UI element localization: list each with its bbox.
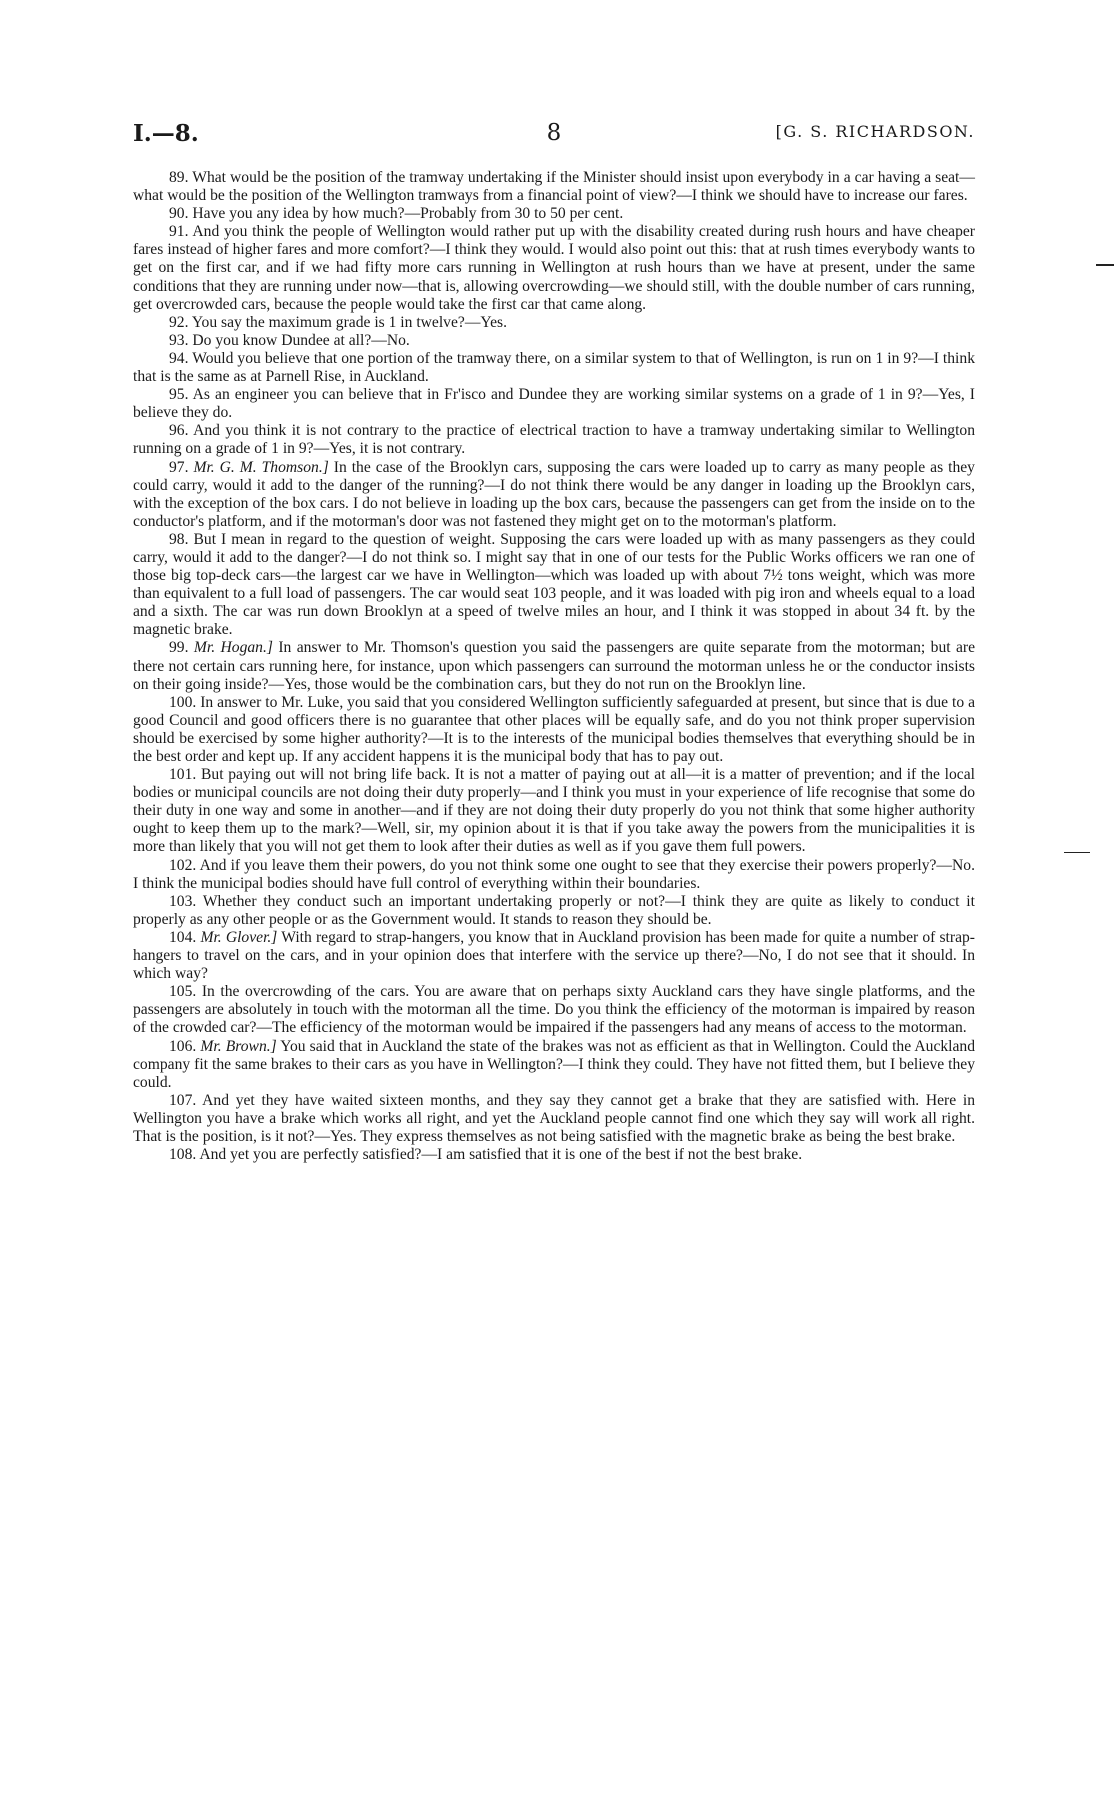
paragraph-text: Have you any idea by how much?—Probably from 30 to 50 per cent. (192, 205, 624, 223)
question-number: 100. (169, 693, 197, 711)
question-paragraph (133, 639, 975, 693)
paragraph-text: Do you know Dundee at all?—No. (192, 331, 410, 349)
question-number: 104. (169, 928, 197, 946)
question-number: 101. (169, 766, 197, 784)
paragraph-text: What would be the position of the tramway undertaking if the Minister should insist upon everybody in a car having a seat—what would be the position of the Wellington tramways from a financial point of view?—I think we should have to increase our fares. (133, 169, 975, 205)
question-number: 98. (169, 530, 189, 548)
question-paragraph (133, 929, 975, 983)
question-paragraph (133, 1038, 975, 1092)
question-number: 103. (169, 892, 197, 910)
paragraph-text: In the overcrowding of the cars. You are aware that on perhaps sixty Auckland cars they have single platforms, and the passengers are absolutely in touch with the motorman all the time. Do you think the efficiency of the motorman is impaired by reason of the crowded car?—The efficiency of the motorman would be impaired if the passengers had any means of access to the motorman. (133, 983, 975, 1037)
question-paragraph (133, 893, 975, 929)
witness-name: [G. S. RICHARDSON. (775, 122, 975, 141)
paragraph-text: You say the maximum grade is 1 in twelve?—Yes. (191, 313, 508, 331)
page-header (133, 120, 975, 150)
paragraph-text: In answer to Mr. Luke, you said that you considered Wellington sufficiently safeguarded at present, but since that is due to a good Council and good officers there is no guarantee that other places will be equally safe, and do you not think proper supervision should be exercised by some higher authority?—It is to the interests of the municipal bodies themselves that everything should be in the best order and kept up. If any accident happens it is the municipal body that has to pay out. (133, 693, 975, 765)
speaker-name: Mr. G. M. Thomson.] (193, 458, 329, 476)
question-paragraph (133, 350, 975, 386)
question-paragraph (133, 459, 975, 531)
question-number: 93. (169, 331, 189, 349)
paragraph-text: In answer to Mr. Thomson's question you said the passengers are quite separate from the motorman; but are there not certain cars running here, for instance, upon which passengers can surround the motorman unless he or the conductor insists on their going inside?—Yes, those would be the combination cars, but they do not run on the Brooklyn line. (133, 639, 976, 693)
question-number: 99. (169, 639, 189, 657)
question-paragraph (133, 332, 975, 350)
question-paragraph (133, 169, 975, 205)
question-paragraph (133, 766, 975, 856)
question-paragraph (133, 857, 975, 893)
question-paragraph (133, 531, 975, 640)
question-paragraph (133, 694, 975, 766)
question-paragraph (133, 422, 975, 458)
question-paragraph (133, 223, 975, 313)
question-number: 94. (169, 349, 189, 367)
paragraph-text: You said that in Auckland the state of the brakes was not as efficient as that in Wellington. Could the Auckland company fit the same brakes to their cars as you have in Wellington?—I think they could. They have not fitted them, but I believe they could. (133, 1037, 976, 1091)
margin-mark (1096, 264, 1114, 266)
speaker-name: Mr. Hogan.] (193, 639, 273, 657)
question-paragraph (133, 983, 975, 1037)
paragraph-text: But I mean in regard to the question of weight. Supposing the cars were loaded up with as many passengers as they could carry, would it add to the danger?—I do not think so. I might say that in one of our tests for the Public Works officers we ran one of those big top-deck cars—the largest car we have in Wellington—which was loaded up with about 7½ tons weight, which was more than equivalent to a full load of passengers. The car would seat 103 people, and it was loaded with pig iron and wheels equal to a load and a sixth. The car was run down Brooklyn at a speed of twelve miles an hour, and I think it was stopped in about 34 ft. by the magnetic brake. (133, 530, 975, 639)
paragraph-text: And you think the people of Wellington would rather put up with the disability created during rush hours and have cheaper fares instead of higher fares and more comfort?—I think they would. I would also point out this: that at rush times everybody wants to get on the first car, and if we had fifty more cars running in Wellington at rush hours than we have at present, under the same conditions that they are running under now—that is, allowing overcrowding—we should still, with the double number of cars running, get overcrowded cars, because the people would take the first car that came along. (133, 223, 975, 313)
question-number: 96. (169, 422, 189, 440)
question-number: 102. (169, 856, 197, 874)
paragraph-text: As an engineer you can believe that in Fr'isco and Dundee they are working similar systems on a grade of 1 in 9?—Yes, I believe they do. (133, 386, 975, 422)
question-number: 97. (169, 458, 189, 476)
paragraph-text: With regard to strap-hangers, you know that in Auckland provision has been made for quite a number of strap-hangers to travel on the cars, and in your opinion does that interfere with the service up there?—No, I do not see that it should. In which way? (133, 928, 975, 983)
speaker-name: Mr. Glover.] (200, 928, 278, 946)
evidence-body (133, 169, 975, 1164)
paragraph-text: And yet they have waited sixteen months, and they say they cannot get a brake that they are satisfied with. Here in Wellington you have a brake which works all right, and yet the Auckland people cannot find one which they say will work all right. That is the position, is it not?—Yes. They express themselves as not being satisfied with the magnetic brake as being the best brake. (133, 1091, 975, 1145)
question-paragraph (133, 1146, 975, 1164)
question-paragraph (133, 314, 975, 332)
question-number: 92. (169, 313, 189, 331)
paragraph-text: Would you believe that one portion of the tramway there, on a similar system to that of Wellington, is run on 1 in 9?—I think that is the same as at Parnell Rise, in Auckland. (133, 349, 975, 386)
question-number: 89. (169, 169, 189, 186)
question-number: 107. (169, 1091, 197, 1109)
paragraph-text: And if you leave them their powers, do you not think some one ought to see that they exercise their powers properly?—No. I think the municipal bodies should have full control of everything within their boundaries. (133, 856, 975, 892)
question-number: 95. (169, 386, 189, 404)
question-paragraph (133, 205, 975, 223)
paragraph-text: And you think it is not contrary to the practice of electrical traction to have a tramway undertaking similar to Wellington running on a grade of 1 in 9?—Yes, it is not contrary. (133, 422, 975, 458)
question-paragraph (133, 386, 975, 422)
paragraph-text: But paying out will not bring life back. It is not a matter of paying out at all—it is a matter of prevention; and if the local bodies or municipal councils are not doing their duty properly—and I think you must in your experience of life recognise that some do their duty in one way and some in another—and if they are not doing their duty properly do you not think that some higher authority ought to keep them up to the mark?—Well, sir, my opinion about it is that if you take away the powers from the municipalities it is more than likely that you will not get them to look after their duties as well as if you gave them full powers. (133, 766, 975, 856)
question-number: 108. (169, 1146, 197, 1164)
speaker-name: Mr. Brown.] (200, 1037, 277, 1055)
margin-mark (1064, 852, 1090, 853)
paragraph-text: In the case of the Brooklyn cars, supposing the cars were loaded up to carry as many people as they could carry, would it add to the danger of the running?—I do not think there would be any danger in loading up the Brooklyn cars, with the exception of the box cars. I do not believe in loading up the box cars, because the passengers can get from the inside on to the conductor's platform, and if the motorman's door was not fastened they might get on to the motorman's platform. (133, 458, 975, 530)
paragraph-text: And yet you are perfectly satisfied?—I am satisfied that it is one of the best if not the best brake. (199, 1146, 803, 1164)
question-number: 106. (169, 1037, 197, 1055)
paragraph-text: Whether they conduct such an important undertaking properly or not?—I think they are quite as likely to conduct it properly as any other people or as the Government would. It stands to reason they should be. (133, 892, 975, 928)
question-number: 105. (169, 983, 197, 1001)
question-number: 90. (169, 205, 189, 223)
paper-reference: I.—8. (133, 120, 199, 147)
question-number: 91. (169, 223, 189, 241)
question-paragraph (133, 1092, 975, 1146)
page-number: 8 (546, 120, 562, 146)
